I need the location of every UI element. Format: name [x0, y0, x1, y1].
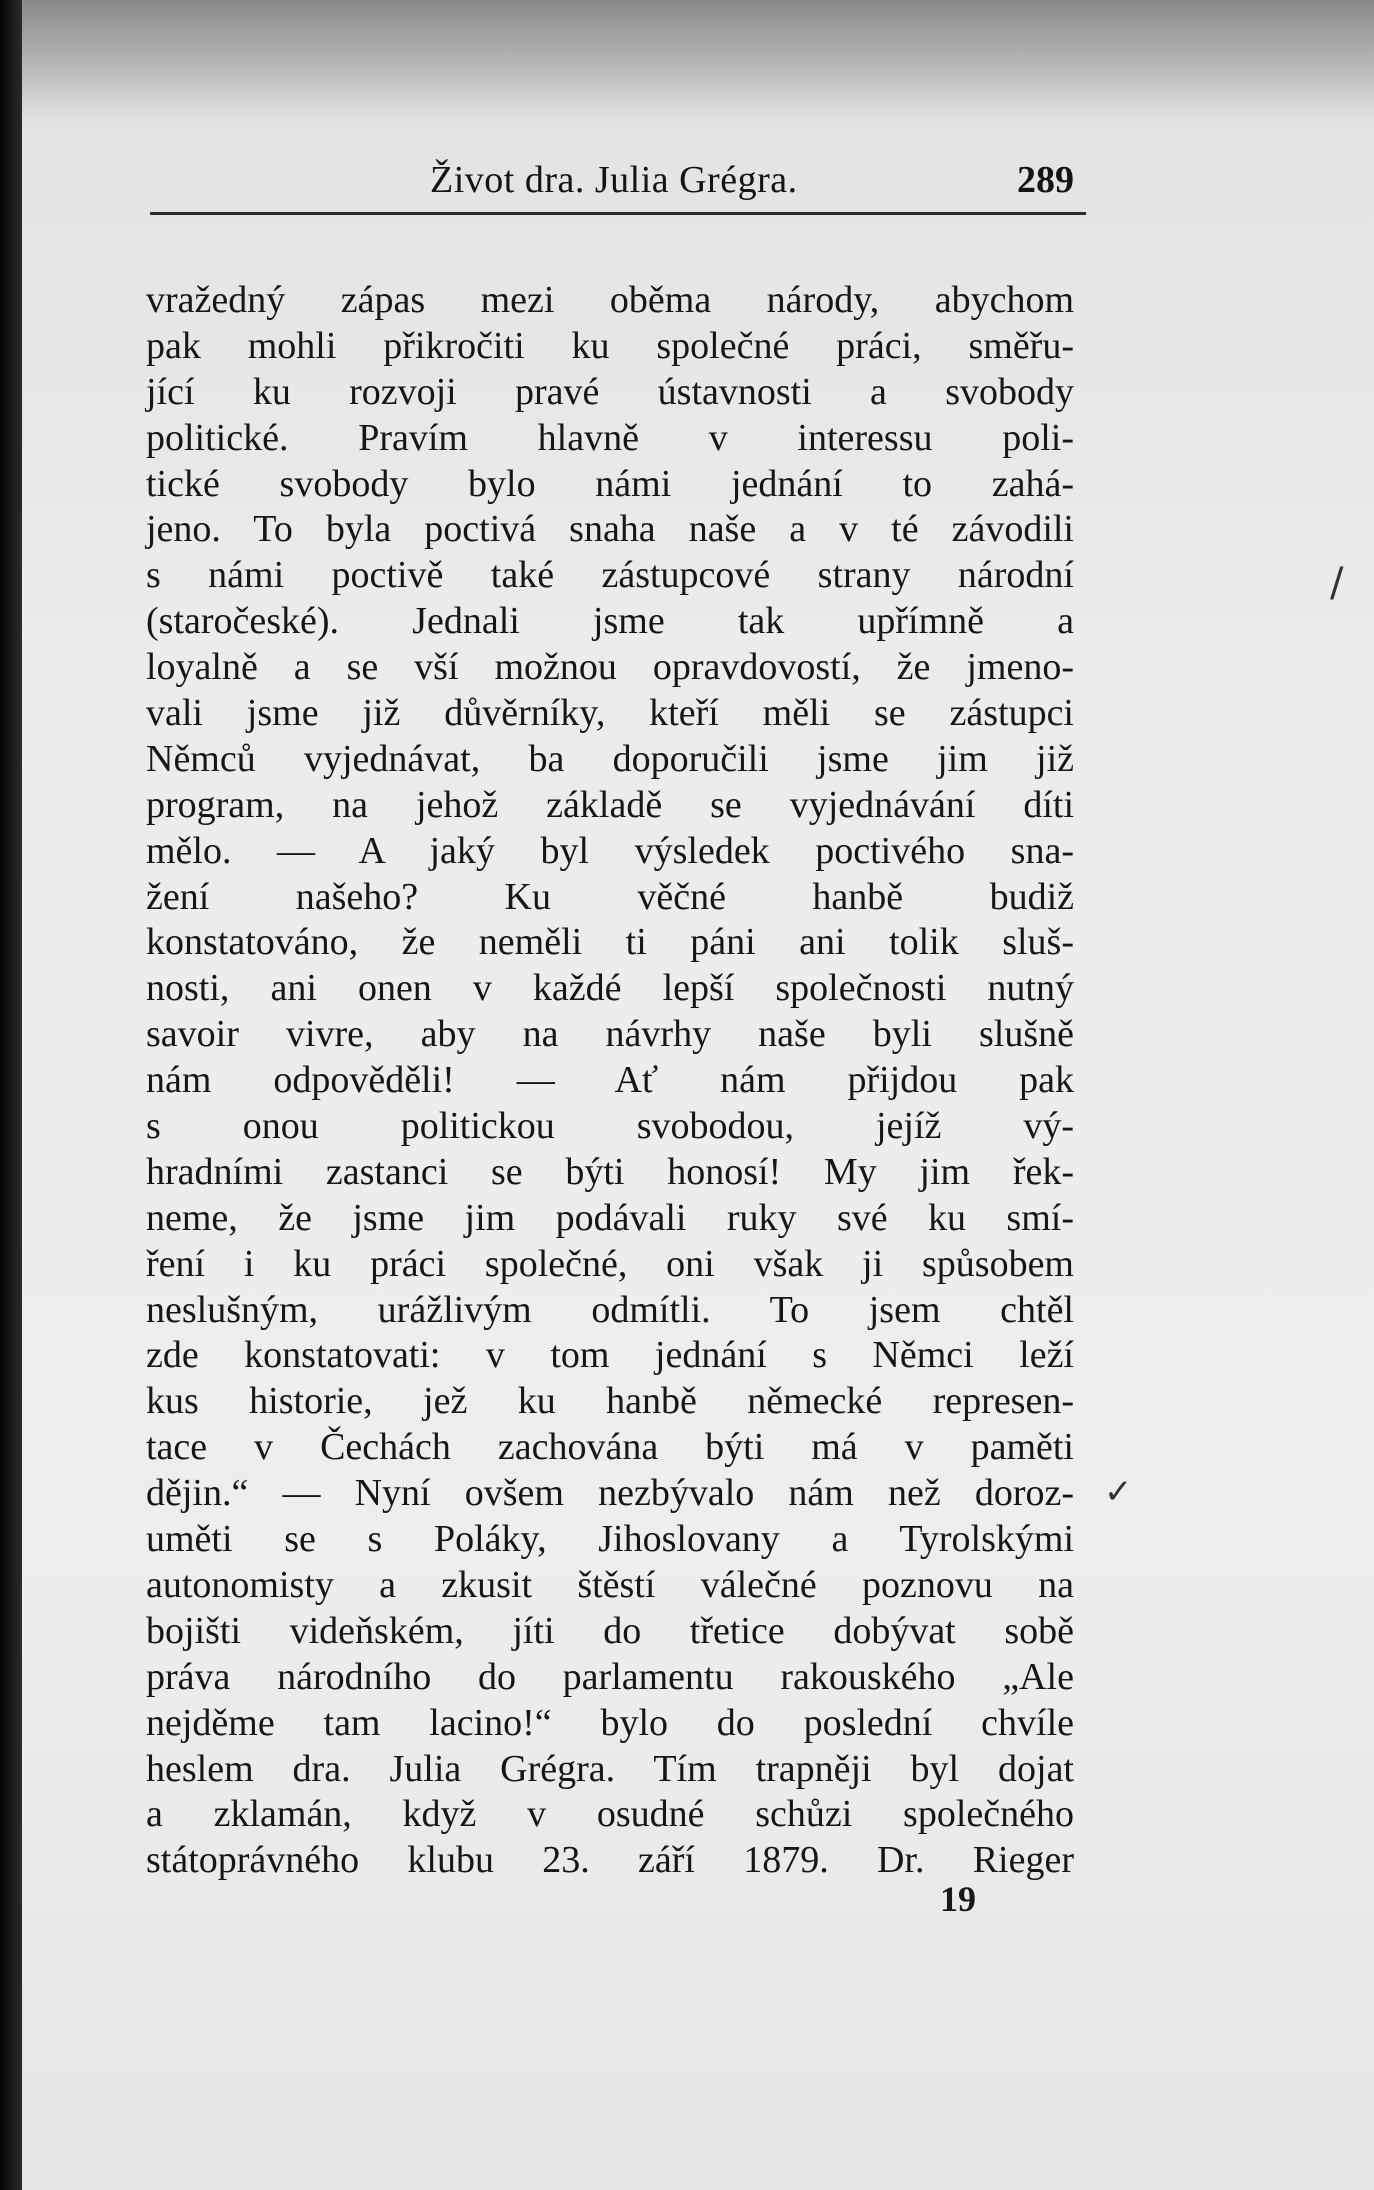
text-line: pak mohli přikročiti ku společné práci, směřu- — [146, 324, 1074, 367]
text-line: loyalně a se vší možnou opravdovostí, že jmeno- — [146, 646, 1074, 689]
text-line: jící ku rozvoji pravé ústavnosti a svobody — [146, 370, 1074, 413]
text-line: dějin.“ — Nyní ovšem nezbývalo nám než doroz- — [146, 1472, 1074, 1515]
text-line: uměti se s Poláky, Jihoslovany a Tyrolskými — [146, 1518, 1074, 1561]
text-line: s námi poctivě také zástupcové strany národní — [146, 554, 1074, 597]
margin-check-mark: ✓ — [1104, 1472, 1133, 1512]
text-line: kus historie, jež ku hanbě německé represen- — [146, 1380, 1074, 1423]
text-line: a zklamán, když v osudné schůzi společného — [146, 1793, 1074, 1836]
text-line: Němců vyjednávat, ba doporučili jsme jim již — [146, 737, 1074, 780]
text-line: politické. Pravím hlavně v interessu poli- — [146, 416, 1074, 459]
text-line: neme, že jsme jim podávali ruky své ku smí- — [146, 1196, 1074, 1239]
text-line: hradními zastanci se býti honosí! My jim řek- — [146, 1150, 1074, 1193]
page-header — [150, 158, 1086, 214]
text-line: ření i ku práci společné, oni však ji spůsobem — [146, 1242, 1074, 1285]
header-rule — [150, 212, 1086, 215]
book-gutter — [0, 0, 22, 2190]
text-line: práva národního do parlamentu rakouského „Ale — [146, 1655, 1074, 1698]
text-line: nejděme tam lacino!“ bylo do poslední chvíle — [146, 1701, 1074, 1744]
text-line: (staročeské). Jednali jsme tak upřímně a — [146, 600, 1074, 643]
scan-shadow — [22, 0, 1374, 120]
page-number: 289 — [1017, 159, 1074, 201]
text-line: zde konstatovati: v tom jednání s Němci leží — [146, 1334, 1074, 1377]
text-line: vražedný zápas mezi oběma národy, abychom — [146, 279, 1074, 321]
text-line: vali jsme již důvěrníky, kteří měli se zástupci — [146, 692, 1074, 735]
text-line: tace v Čechách zachována býti má v paměti — [146, 1426, 1074, 1469]
text-line: savoir vivre, aby na návrhy naše byli slušně — [146, 1013, 1074, 1056]
body-text — [146, 278, 1074, 1884]
text-line: nám odpověděli! — Ať nám přijdou pak — [146, 1059, 1074, 1102]
text-line: konstatováno, že neměli ti páni ani tolik sluš- — [146, 921, 1074, 964]
text-line: nosti, ani onen v každé lepší společnosti nutný — [146, 967, 1074, 1010]
text-line: s onou politickou svobodou, jejíž vý- — [146, 1105, 1074, 1148]
text-line: tické svobody bylo námi jednání to zahá- — [146, 462, 1074, 505]
text-line: program, na jehož základě se vyjednávání díti — [146, 783, 1074, 826]
text-line: jeno. To byla poctivá snaha naše a v té závodili — [146, 508, 1074, 551]
text-line: státoprávného klubu 23. září 1879. Dr. Rieger — [146, 1839, 1074, 1882]
signature-mark: 19 — [940, 1879, 976, 1919]
running-title: Život dra. Julia Grégra. — [430, 159, 798, 201]
text-line: autonomisty a zkusit štěstí válečné poznovu na — [146, 1563, 1074, 1606]
text-line: heslem dra. Julia Grégra. Tím trapněji byl dojat — [146, 1747, 1074, 1790]
text-line: mělo. — A jaký byl výsledek poctivého sna- — [146, 829, 1074, 872]
text-line: žení našeho? Ku věčné hanbě budiž — [146, 875, 1074, 918]
margin-slash-mark: / — [1330, 560, 1344, 606]
text-line: bojišti videňském, jíti do třetice dobývat sobě — [146, 1609, 1074, 1652]
text-line: neslušným, urážlivým odmítli. To jsem chtěl — [146, 1288, 1074, 1331]
